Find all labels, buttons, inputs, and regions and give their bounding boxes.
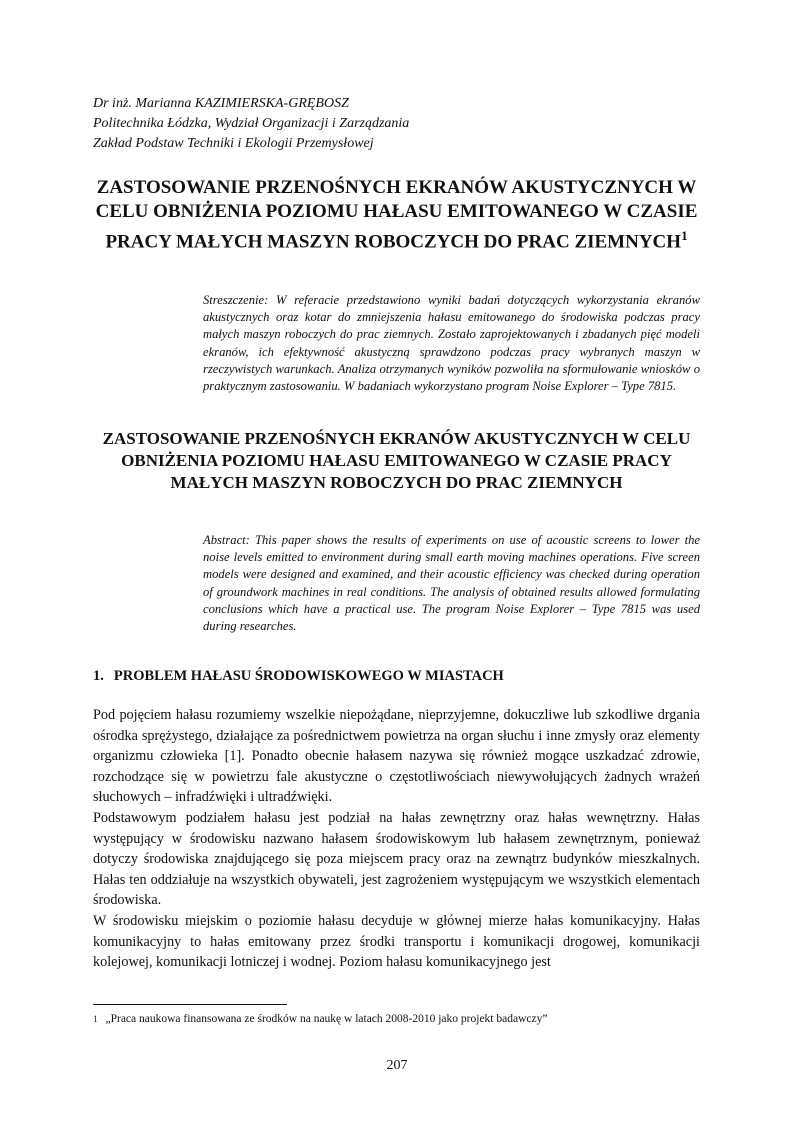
page-number: 207 <box>386 1058 408 1073</box>
footnote-divider <box>93 1004 287 1005</box>
author-name: Dr inż. Marianna KAZIMIERSKA-GRĘBOSZ <box>93 96 349 111</box>
section-heading <box>93 668 504 685</box>
author-institution: Politechnika Łódzka, Wydział Organizacji i Zarządzania <box>93 116 410 131</box>
author-block <box>93 94 409 154</box>
author-department: Zakład Podstaw Techniki i Ekologii Przemysłowej <box>93 136 374 151</box>
title-footnote-mark: 1 <box>681 228 688 243</box>
paragraph-3: W środowisku miejskim o poziomie hałasu decyduje w głównej mierze hałas komunikacyjny. Hałas komunikacyjny to hałas emitowany przez środki transportu i komunikacji drogowej, komunikacji kolejowej, komunikacji lotniczej i wodnej. Poziom hałasu komunikacyjnego jest <box>93 912 700 971</box>
section-title: PROBLEM HAŁASU ŚRODOWISKOWEGO W MIASTACH <box>113 668 504 684</box>
paper-title-en: ZASTOSOWANIE PRZENOŚNYCH EKRANÓW AKUSTYCZNYCH W CELU OBNIŻENIA POZIOMU HAŁASU EMITOWANEGO W CZASIE PRACY MAŁYCH MASZYN ROBOCZYCH DO PRAC ZIEMNYCH <box>102 429 691 492</box>
footnote <box>93 1012 547 1027</box>
paragraph-1: Pod pojęciem hałasu rozumiemy wszelkie niepożądane, nieprzyjemne, dokuczliwe lub szkodliwe drgania ośrodka sprężystego, działające za pośrednictwem powietrza na organ słuchu i inne zmysły oraz elementy organizmu człowieka [1]. Ponadto obecnie hałasem nazywa się również mogące uszkadzać zdrowie, rozchodzące się w powietrzu fale akustyczne o częstotliwościach niewywołujących żadnych wrażeń słuchowych – infradźwięki i ultradźwięki. <box>93 707 700 806</box>
abstract-pl: Streszczenie: W referacie przedstawiono wyniki badań dotyczących wykorzystania ekranów akustycznych oraz kotar do zmniejszenia hałasu emitowanego do środowiska podczas pracy małych maszyn roboczych do prac ziemnych. Zostało zaprojektowanych i zbadanych pięć modeli ekranów, ich efektywność akustyczną sprawdzono podczas pracy wybranych maszyn w rzeczywistych warunkach. Analiza otrzymanych wyników pozwoliła na sformułowanie wniosków o praktycznym zastosowaniu. W badaniach wykorzystano program Noise Explorer – Type 7815. <box>203 293 700 394</box>
paper-title-pl-text: ZASTOSOWANIE PRZENOŚNYCH EKRANÓW AKUSTYCZNYCH W CELU OBNIŻENIA POZIOMU HAŁASU EMITOWANEGO W CZASIE PRACY MAŁYCH MASZYN ROBOCZYCH DO PRAC ZIEMNYCH <box>95 177 698 253</box>
body-text <box>93 705 700 973</box>
footnote-text: „Praca naukowa finansowana ze środków na naukę w latach 2008-2010 jako projekt badawczy” <box>105 1013 548 1025</box>
paper-title-pl <box>93 176 700 254</box>
section-number: 1. <box>93 668 104 684</box>
paragraph-2: Podstawowym podziałem hałasu jest podział na hałas zewnętrzny oraz hałas wewnętrzny. Hałas występujący w środowisku nazwano hałasem środowiskowym lub hałasem zewnętrznym, ponieważ dotyczy środowiska znajdującego się poza miejscem pracy oraz na zewnątrz budynków mieszkalnych. Hałas ten oddziałuje na wszystkich obywateli, jest zagrożeniem występującym we wszystkich elementach środowiska. <box>93 809 700 909</box>
footnote-mark: 1 <box>93 1014 98 1024</box>
abstract-en: Abstract: This paper shows the results of experiments on use of acoustic screens to lower the noise levels emitted to environment during small earth moving machines operations. Five screen models were designed and examined, and their acoustic efficiency was checked during operation of groundwork machines in real conditions. The analysis of obtained results allowed formulating conclusions which have a practical use. The program Noise Explorer – Type 7815 was used during researches. <box>203 533 700 634</box>
